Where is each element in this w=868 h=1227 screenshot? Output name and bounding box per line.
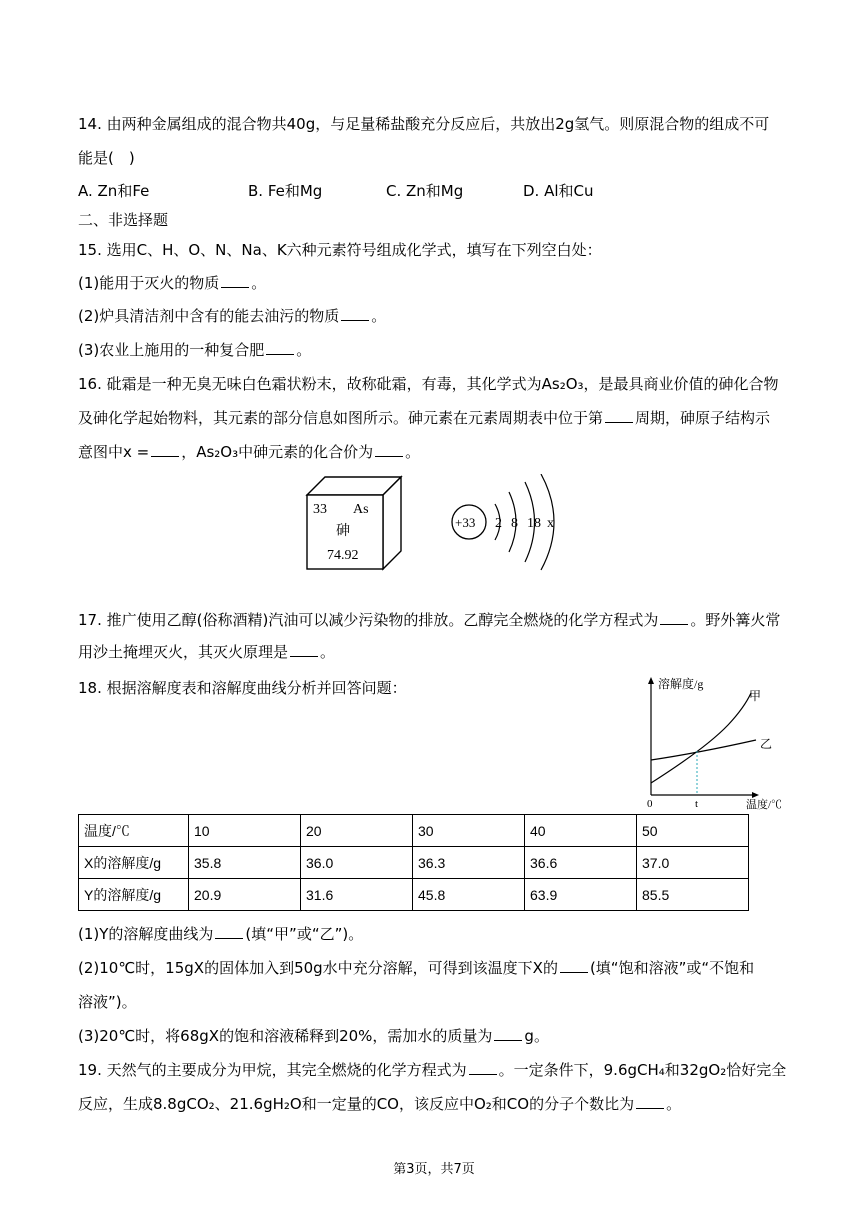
section-title: 二、非选择题 xyxy=(78,211,169,229)
q14-option-b: B. Fe和Mg xyxy=(248,182,323,200)
q14-line2: 能是( ) xyxy=(78,149,135,167)
table-cell: 85.5 xyxy=(637,879,749,911)
table-row xyxy=(79,879,749,911)
answer-blank[interactable] xyxy=(221,273,249,288)
q16-line3: 意图中x = ，As₂O₃中砷元素的化合价为 。 xyxy=(78,443,421,461)
shell-4-count: x xyxy=(547,516,554,531)
answer-blank[interactable] xyxy=(560,958,588,973)
table-cell: Y的溶解度/g xyxy=(79,879,189,911)
atomic-mass: 74.92 xyxy=(327,548,359,563)
q16-line1: 16. 砒霜是一种无臭无味白色霜状粉末，故称砒霜，有毒，其化学式为As₂O₃，是最具商业价值的砷化合物 xyxy=(78,375,779,393)
q14-line1: 14. 由两种金属组成的混合物共40g，与足量稀盐酸充分反应后，共放出2g氢气。则原混合物的组成不可 xyxy=(78,115,770,133)
page-footer: 第3页，共7页 xyxy=(393,1162,475,1177)
table-cell: 36.3 xyxy=(413,847,525,879)
answer-blank[interactable] xyxy=(266,340,294,355)
q14-option-c: C. Zn和Mg xyxy=(386,182,464,200)
answer-blank[interactable] xyxy=(151,442,179,457)
q17-line2: 用沙土掩埋灭火，其灭火原理是 。 xyxy=(78,643,336,661)
table-cell: 36.6 xyxy=(525,847,637,879)
shell-2-count: 8 xyxy=(511,516,518,531)
q18-part1: (1)Y的溶解度曲线为 (填“甲”或“乙”)。 xyxy=(78,925,364,943)
graph-origin: 0 xyxy=(647,798,653,810)
table-cell: 36.0 xyxy=(301,847,413,879)
table-cell: 20.9 xyxy=(189,879,301,911)
table-cell: 63.9 xyxy=(525,879,637,911)
table-cell: 40 xyxy=(525,815,637,847)
q15-part1: (1)能用于灭火的物质 。 xyxy=(78,274,267,292)
q14-option-a: A. Zn和Fe xyxy=(78,182,150,200)
q14-option-d: D. Al和Cu xyxy=(523,182,594,200)
answer-blank[interactable] xyxy=(375,442,403,457)
q18-part2-cont: 溶液”)。 xyxy=(78,993,137,1011)
element-name: 砷 xyxy=(336,524,350,539)
answer-blank[interactable] xyxy=(215,924,243,939)
q19-line2: 反应，生成8.8gCO₂、21.6gH₂O和一定量的CO，该反应中O₂和CO的分子个数比为 。 xyxy=(78,1095,682,1113)
table-cell: 31.6 xyxy=(301,879,413,911)
table-cell: 45.8 xyxy=(413,879,525,911)
table-cell: 20 xyxy=(301,815,413,847)
answer-blank[interactable] xyxy=(660,610,688,625)
graph-xlabel: 温度/℃ xyxy=(746,799,783,811)
nucleus-charge: +33 xyxy=(455,515,476,530)
q15-stem: 15. 选用C、H、O、N、Na、K六种元素符号组成化学式，填写在下列空白处： xyxy=(78,241,602,259)
answer-blank[interactable] xyxy=(290,642,318,657)
answer-blank[interactable] xyxy=(636,1094,664,1109)
element-symbol: As xyxy=(353,502,369,517)
table-cell: 10 xyxy=(189,815,301,847)
answer-blank[interactable] xyxy=(469,1060,497,1075)
atomic-number: 33 xyxy=(313,502,327,517)
answer-blank[interactable] xyxy=(605,408,633,423)
q18-part2: (2)10℃时，15gX的固体加入到50g水中充分溶解，可得到该温度下X的 (填“饱和溶液”或“不饱和 xyxy=(78,959,755,977)
graph-tick-t: t xyxy=(695,798,699,810)
solubility-curve-figure xyxy=(636,673,792,813)
table-cell: 37.0 xyxy=(637,847,749,879)
shell-1-count: 2 xyxy=(495,516,502,531)
solubility-table xyxy=(78,814,749,911)
table-cell: 50 xyxy=(637,815,749,847)
q18-stem: 18. 根据溶解度表和溶解度曲线分析并回答问题： xyxy=(78,679,407,697)
graph-ylabel: 溶解度/g xyxy=(658,677,704,691)
answer-blank[interactable] xyxy=(494,1026,522,1041)
table-row xyxy=(79,815,749,847)
curve-jia-label: 甲 xyxy=(749,689,762,703)
table-cell: 30 xyxy=(413,815,525,847)
shell-3-count: 18 xyxy=(527,516,541,531)
table-row xyxy=(79,847,749,879)
q19-line1: 19. 天然气的主要成分为甲烷，其完全燃烧的化学方程式为 。一定条件下，9.6gCH₄和32gO₂恰好完全 xyxy=(78,1061,787,1079)
q17-line1: 17. 推广使用乙醇(俗称酒精)汽油可以减少污染物的排放。乙醇完全燃烧的化学方程式为 。野外篝火常 xyxy=(78,611,781,629)
table-cell: 温度/℃ xyxy=(79,815,189,847)
table-cell: X的溶解度/g xyxy=(79,847,189,879)
q15-part2: (2)炉具清洁剂中含有的能去油污的物质 。 xyxy=(78,307,387,325)
curve-yi-label: 乙 xyxy=(760,737,773,751)
q16-line2: 及砷化学起始物料，其元素的部分信息如图所示。砷元素在元素周期表中位于第 周期，砷原子结构示 xyxy=(78,409,771,427)
element-cell-figure xyxy=(305,475,405,571)
atom-structure-diagram xyxy=(445,474,575,574)
q18-part3: (3)20℃时，将68gX的饱和溶液稀释到20%，需加水的质量为 g。 xyxy=(78,1027,549,1045)
answer-blank[interactable] xyxy=(341,306,369,321)
q15-part3: (3)农业上施用的一种复合肥 。 xyxy=(78,341,312,359)
table-cell: 35.8 xyxy=(189,847,301,879)
